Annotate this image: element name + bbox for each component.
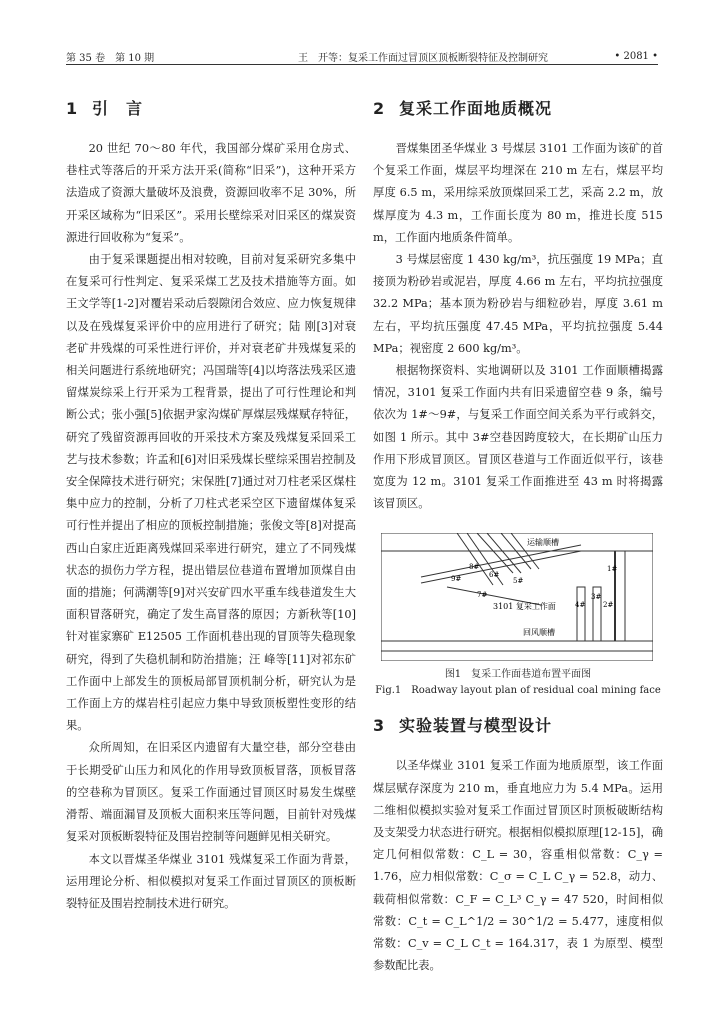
paragraph: 晋煤集团圣华煤业 3 号煤层 3101 工作面为该矿的首个复采工作面，煤层平均埋深在 210 m 左右，煤层平均厚度 6.5 m，采用综采放顶煤回采工艺，采高 2.2 m，放煤厚度为 4.3 m，工作面长度为 80 m，推进长度 515 m，工作面内地质条件简单。 bbox=[373, 142, 663, 244]
header-rule bbox=[66, 64, 658, 65]
section-number: 3 bbox=[373, 716, 386, 736]
running-title: 王 开等：复采工作面过冒顶区顶板断裂特征及控制研究 bbox=[298, 52, 548, 64]
label-r7: 7# bbox=[477, 591, 488, 600]
figure-caption-en: Fig.1 Roadway layout plan of residual coal mining face bbox=[375, 685, 661, 697]
paragraph: 由于复采课题提出相对较晚，目前对复采研究多集中在复采可行性判定、复采采煤工艺及技术措施等方面。如王文学等[1-2]对覆岩采动后裂隙闭合效应、应力恢复规律以及在残煤复采评价中的应用进行了研究；陆 刚[3]对衰老矿井残煤的可采性进行评价，并对衰老矿井残煤复采的相关问题进行系统地研究；冯国瑞等[4]以垮落法残采区遗留煤炭综采上行开采为工程背景，提出了可行性理论和判断公式；张小强[5]依据尹家沟煤矿厚煤层残煤赋存特征，研究了残留资源再回收的开采技术方案及残煤复采回采工艺与技术参数；许孟和[6]对旧采残煤长壁综采围岩控制及安全保障技术进行研究；宋保胜[7]通过对刀柱老采区煤柱集中应力的控制，分析了刀柱式老采空区下遗留煤体复采可行性并提出了相应的顶板控制措施；张俊文等[8]对提高西山白家庄近距离残煤回采率进行研究，建立了不同残煤状态的损伤力学方程，提出错层位巷道布置增加顶煤自由面的措施；何满潮等[9]对兴安矿四水平重车线巷道发生大面积冒落研究，确定了发生高冒落的原因；方新秋等[10]针对崔家寨矿 E12505 工作面机巷出现的冒顶等失稳现象研究，得到了失稳机制和防治措施；汪 峰等[11]对祁东矿工作面中上部发生的顶板局部冒顶机制分析，研究认为是工作面上方的煤岩柱引起应力集中导致顶板塑性变形的结果。 bbox=[66, 253, 356, 733]
paragraph: 20 世纪 70～80 年代，我国部分煤矿采用仓房式、巷柱式等落后的开采方法开采(简称“旧采”)，这种开采方法造成了资源大量破坏及浪费，资源回收率不足 30%，所开采区域称为“旧采区”。采用长壁综采对旧采区的煤炭资源进行回收称为“复采”。 bbox=[66, 142, 356, 244]
section-title: 复采工作面地质概况 bbox=[399, 99, 553, 118]
left-column bbox=[66, 96, 356, 915]
roadway-layout-diagram bbox=[381, 533, 653, 661]
section-number: 2 bbox=[373, 99, 386, 118]
page-number: • 2081 • bbox=[614, 50, 658, 62]
paragraph: 根据物探资料、实地调研以及 3101 工作面顺槽揭露情况，3101 复采工作面内共有旧采遗留空巷 9 条，编号依次为 1#～9#，与复采工作面空间关系为平行或斜交，如图 1 所示。其中 3#空巷因跨度较大，在长期矿山压力作用下形成冒顶区。冒顶区巷道与工作面近似平行，该巷宽度为 12 m。3101 复采工作面推进至 43 m 时将揭露该冒顶区。 bbox=[373, 364, 663, 511]
section-title: 引 言 bbox=[92, 99, 144, 118]
label-r6: 6# bbox=[489, 571, 500, 580]
label-r9: 9# bbox=[451, 575, 462, 584]
right-column bbox=[373, 96, 663, 977]
label-transport: 运输顺槽 bbox=[527, 538, 559, 548]
label-r5: 5# bbox=[513, 577, 524, 586]
running-header bbox=[66, 48, 658, 64]
section-title: 实验装置与模型设计 bbox=[399, 716, 553, 736]
paragraph: 众所周知，在旧采区内遗留有大量空巷，部分空巷由于长期受矿山压力和风化的作用导致顶板冒落，顶板冒落的空巷称为冒顶区。复采工作面通过冒顶区时易发生煤壁滑帮、端面漏冒及顶板大面积来压等问题，目前针对残煤复采对顶板断裂特征及围岩控制等问题鲜见相关研究。 bbox=[66, 741, 356, 844]
label-r8: 8# bbox=[469, 563, 480, 572]
section-heading-experiment bbox=[373, 713, 663, 739]
section-heading-intro bbox=[66, 96, 356, 122]
section-heading-geology bbox=[373, 96, 663, 122]
label-r2: 2# bbox=[603, 601, 614, 610]
label-face: 3101 复采工作面 bbox=[493, 602, 556, 612]
paragraph: 以圣华煤业 3101 复采工作面为地质原型，该工作面煤层赋存深度为 210 m，垂直地应力为 5.4 MPa。运用二维相似模拟实验对复采工作面过冒顶区时顶板破断结构及支架受力状态进行研究。根据相似模拟原理[12-15]，确定几何相似常数：C_L = 30，容重相似常数：C_γ = 1.76，应力相似常数：C_σ = C_L C_γ = 52.8，动力、载荷相似常数：C_F = C_L³ C_γ = 47 520，时间相似常数：C_t = C_L^1/2 = 30^1/2 = 5.477，速度相似常数：C_v = C_L C_t = 164.317，表 1 为原型、模型参数配比表。 bbox=[373, 759, 663, 973]
section-number: 1 bbox=[66, 99, 79, 118]
paragraph: 本文以晋煤圣华煤业 3101 残煤复采工作面为背景，运用理论分析、相似模拟对复采工作面过冒顶区的顶板断裂特征及围岩控制技术进行研究。 bbox=[66, 852, 356, 910]
label-return: 回风顺槽 bbox=[523, 628, 555, 638]
journal-volume: 第 35 卷 第 10 期 bbox=[66, 52, 155, 64]
label-r1: 1# bbox=[607, 565, 618, 574]
label-r4: 4# bbox=[575, 601, 586, 610]
figure-roadway-layout bbox=[381, 533, 653, 661]
figure-caption-cn: 图1 复采工作面巷道布置平面图 bbox=[444, 669, 592, 681]
paragraph: 3 号煤层密度 1 430 kg/m³，抗压强度 19 MPa；直接顶为粉砂岩或泥岩，厚度 4.66 m 左右，平均抗拉强度 32.2 MPa；基本顶为粉砂岩与细粒砂岩，厚度 3.61 m 左右，平均抗压强度 47.45 MPa，平均抗拉强度 5.44 MPa；视密度 2 600 kg/m³。 bbox=[373, 253, 663, 355]
label-r3: 3# bbox=[591, 593, 602, 602]
